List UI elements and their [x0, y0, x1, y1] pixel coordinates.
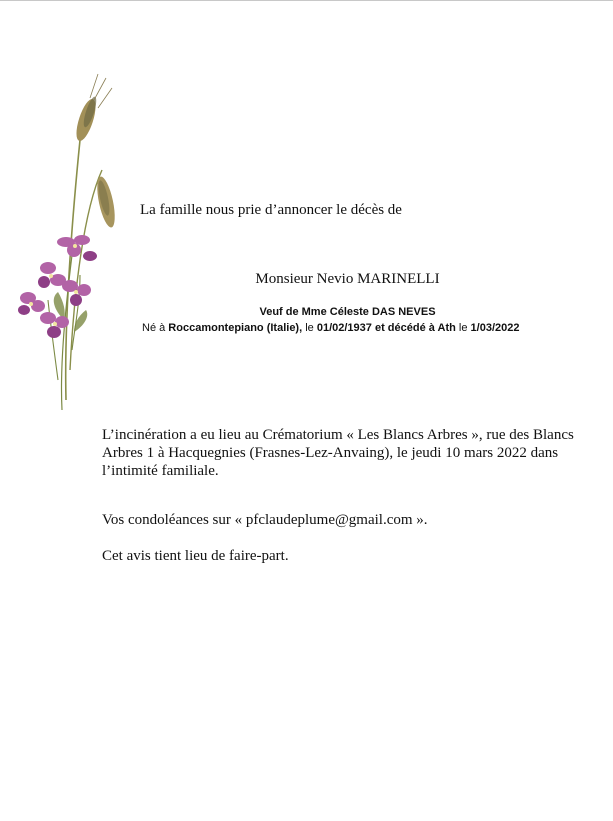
- birth-date: 01/02/1937 et décédé à Ath: [316, 322, 456, 334]
- deceased-name: Monsieur Nevio MARINELLI: [255, 271, 440, 287]
- birth-place: Roccamontepiano (Italie),: [168, 322, 303, 334]
- wheat-ear-icon: [73, 74, 112, 143]
- intro-text: La famille nous prie d’annoncer le décès de: [140, 202, 402, 218]
- death-date: 1/03/2022: [470, 322, 520, 334]
- wheat-stem: [66, 140, 80, 400]
- violet-flower-icon: [57, 235, 97, 261]
- notice-note: Cet avis tient lieu de faire-part.: [102, 548, 289, 564]
- floral-illustration: [14, 70, 126, 420]
- top-border: [0, 0, 613, 1]
- birth-death-line: [142, 322, 519, 334]
- death-separator: le: [455, 322, 471, 334]
- widow-of-line: Veuf de Mme Céleste DAS NEVES: [259, 306, 436, 318]
- condolences-line: Vos condoléances sur « pfclaudeplume@gmail.com ».: [102, 512, 428, 528]
- cremation-notice: L’incinération a eu lieu au Crématorium « Les Blancs Arbres », rue des Blancs Arbres 1 à Hacquegnies (Frasnes-Lez-Anvaing), le jeudi 10 mars 2022 dans l’intimité familiale.: [102, 427, 574, 479]
- birth-separator: le: [302, 322, 317, 334]
- birth-prefix: Né à: [142, 322, 169, 334]
